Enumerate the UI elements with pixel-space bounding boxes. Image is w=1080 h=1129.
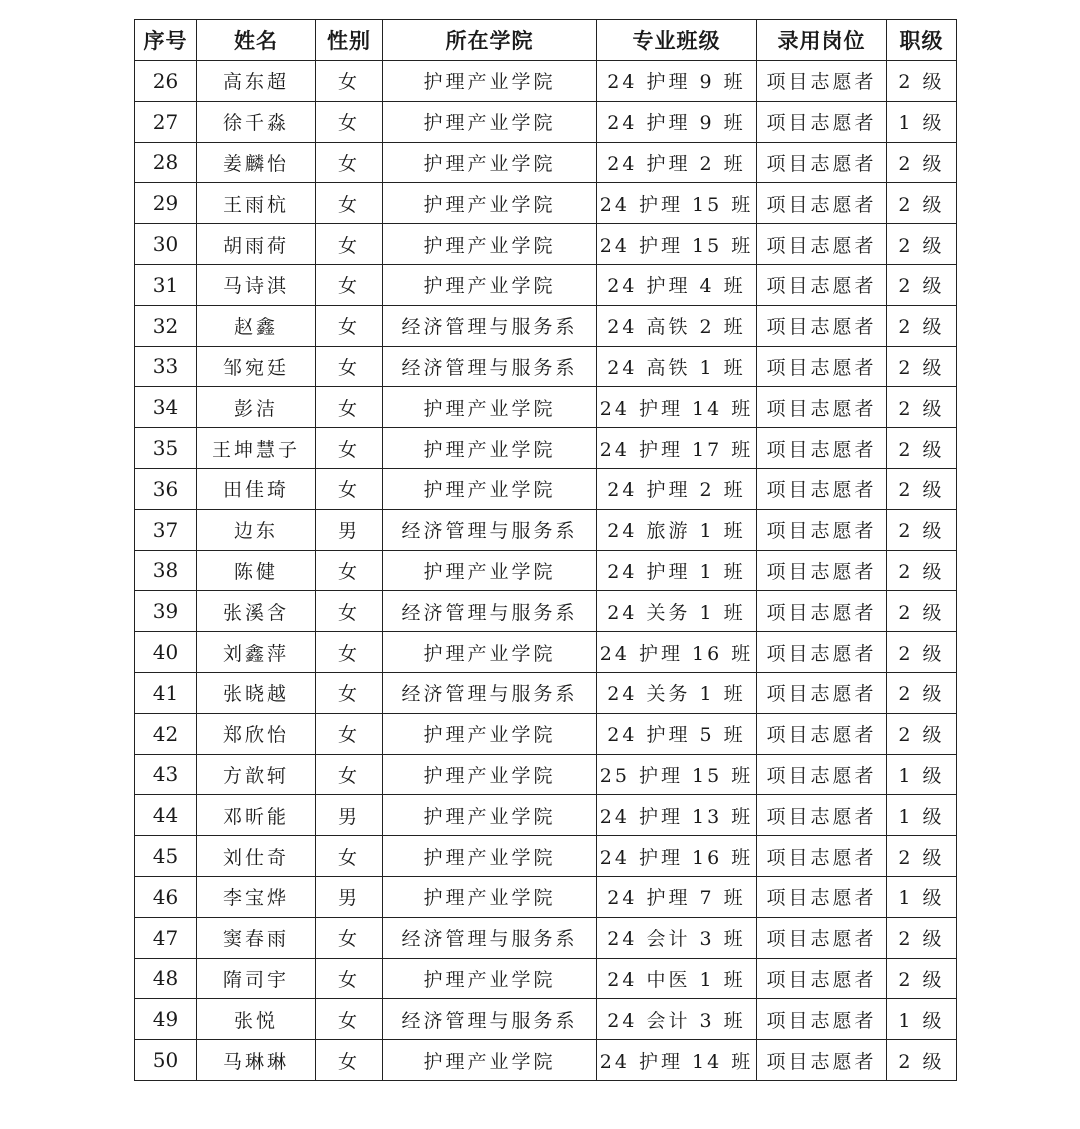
table-row (135, 958, 957, 999)
cell-major-class: 24 护理 2 班 (597, 468, 757, 509)
cell-major-class: 24 旅游 1 班 (597, 509, 757, 550)
cell-gender: 女 (316, 591, 383, 632)
cell-position: 项目志愿者 (757, 224, 887, 265)
cell-college: 护理产业学院 (383, 876, 597, 917)
cell-major-class: 24 护理 14 班 (597, 387, 757, 428)
cell-serial-number: 47 (135, 917, 197, 958)
cell-position: 项目志愿者 (757, 468, 887, 509)
cell-gender: 女 (316, 713, 383, 754)
cell-position: 项目志愿者 (757, 795, 887, 836)
cell-position: 项目志愿者 (757, 713, 887, 754)
cell-name: 王坤慧子 (197, 428, 316, 469)
cell-major-class: 24 护理 16 班 (597, 836, 757, 877)
table-row (135, 428, 957, 469)
table-header-row (135, 20, 957, 61)
cell-name: 高东超 (197, 61, 316, 102)
cell-name: 徐千淼 (197, 101, 316, 142)
cell-name: 胡雨荷 (197, 224, 316, 265)
header-position: 录用岗位 (757, 20, 887, 61)
cell-name: 邹宛廷 (197, 346, 316, 387)
cell-gender: 女 (316, 468, 383, 509)
cell-serial-number: 46 (135, 876, 197, 917)
cell-major-class: 24 关务 1 班 (597, 672, 757, 713)
cell-level: 2 级 (887, 632, 957, 673)
table-body (135, 61, 957, 1081)
table-row (135, 61, 957, 102)
cell-name: 张溪含 (197, 591, 316, 632)
cell-level: 1 级 (887, 795, 957, 836)
cell-major-class: 24 护理 14 班 (597, 1040, 757, 1081)
header-college: 所在学院 (383, 20, 597, 61)
cell-gender: 男 (316, 795, 383, 836)
cell-position: 项目志愿者 (757, 917, 887, 958)
cell-college: 经济管理与服务系 (383, 591, 597, 632)
cell-gender: 女 (316, 142, 383, 183)
table-row (135, 509, 957, 550)
cell-position: 项目志愿者 (757, 876, 887, 917)
cell-position: 项目志愿者 (757, 101, 887, 142)
cell-college: 护理产业学院 (383, 264, 597, 305)
cell-gender: 女 (316, 632, 383, 673)
cell-gender: 女 (316, 1040, 383, 1081)
cell-level: 2 级 (887, 264, 957, 305)
cell-major-class: 24 护理 2 班 (597, 142, 757, 183)
cell-position: 项目志愿者 (757, 999, 887, 1040)
header-serial-number: 序号 (135, 20, 197, 61)
cell-gender: 女 (316, 264, 383, 305)
cell-position: 项目志愿者 (757, 305, 887, 346)
cell-gender: 女 (316, 999, 383, 1040)
cell-serial-number: 30 (135, 224, 197, 265)
cell-serial-number: 49 (135, 999, 197, 1040)
cell-name: 窦春雨 (197, 917, 316, 958)
cell-serial-number: 43 (135, 754, 197, 795)
cell-college: 经济管理与服务系 (383, 305, 597, 346)
cell-college: 经济管理与服务系 (383, 917, 597, 958)
table-row (135, 713, 957, 754)
cell-position: 项目志愿者 (757, 836, 887, 877)
cell-major-class: 24 护理 1 班 (597, 550, 757, 591)
cell-name: 田佳琦 (197, 468, 316, 509)
cell-position: 项目志愿者 (757, 754, 887, 795)
cell-gender: 女 (316, 61, 383, 102)
cell-gender: 女 (316, 387, 383, 428)
cell-college: 护理产业学院 (383, 795, 597, 836)
cell-serial-number: 26 (135, 61, 197, 102)
cell-position: 项目志愿者 (757, 591, 887, 632)
cell-level: 2 级 (887, 917, 957, 958)
cell-college: 护理产业学院 (383, 713, 597, 754)
table-row (135, 836, 957, 877)
cell-serial-number: 44 (135, 795, 197, 836)
cell-gender: 女 (316, 101, 383, 142)
table-row (135, 754, 957, 795)
cell-name: 邓昕能 (197, 795, 316, 836)
cell-position: 项目志愿者 (757, 672, 887, 713)
cell-position: 项目志愿者 (757, 550, 887, 591)
cell-college: 护理产业学院 (383, 387, 597, 428)
cell-serial-number: 45 (135, 836, 197, 877)
cell-name: 方歆轲 (197, 754, 316, 795)
cell-major-class: 24 关务 1 班 (597, 591, 757, 632)
table-row (135, 632, 957, 673)
cell-name: 陈健 (197, 550, 316, 591)
cell-college: 护理产业学院 (383, 958, 597, 999)
header-level: 职级 (887, 20, 957, 61)
cell-level: 2 级 (887, 591, 957, 632)
cell-college: 经济管理与服务系 (383, 999, 597, 1040)
table-row (135, 305, 957, 346)
cell-level: 2 级 (887, 713, 957, 754)
cell-serial-number: 28 (135, 142, 197, 183)
cell-name: 马琳琳 (197, 1040, 316, 1081)
table-row (135, 264, 957, 305)
cell-serial-number: 34 (135, 387, 197, 428)
cell-major-class: 24 会计 3 班 (597, 999, 757, 1040)
cell-college: 护理产业学院 (383, 183, 597, 224)
cell-college: 护理产业学院 (383, 754, 597, 795)
cell-level: 2 级 (887, 468, 957, 509)
cell-serial-number: 38 (135, 550, 197, 591)
cell-position: 项目志愿者 (757, 632, 887, 673)
cell-level: 2 级 (887, 305, 957, 346)
table-row (135, 142, 957, 183)
cell-serial-number: 41 (135, 672, 197, 713)
cell-major-class: 24 护理 16 班 (597, 632, 757, 673)
table-row (135, 795, 957, 836)
cell-gender: 男 (316, 509, 383, 550)
cell-level: 2 级 (887, 142, 957, 183)
table-row (135, 591, 957, 632)
cell-position: 项目志愿者 (757, 387, 887, 428)
cell-serial-number: 37 (135, 509, 197, 550)
cell-college: 经济管理与服务系 (383, 346, 597, 387)
cell-level: 2 级 (887, 1040, 957, 1081)
cell-name: 王雨杭 (197, 183, 316, 224)
cell-gender: 男 (316, 876, 383, 917)
cell-major-class: 24 护理 7 班 (597, 876, 757, 917)
cell-gender: 女 (316, 754, 383, 795)
cell-college: 护理产业学院 (383, 142, 597, 183)
cell-level: 2 级 (887, 183, 957, 224)
cell-level: 2 级 (887, 387, 957, 428)
cell-major-class: 24 护理 15 班 (597, 183, 757, 224)
cell-major-class: 25 护理 15 班 (597, 754, 757, 795)
cell-college: 护理产业学院 (383, 224, 597, 265)
cell-level: 2 级 (887, 224, 957, 265)
cell-position: 项目志愿者 (757, 264, 887, 305)
cell-major-class: 24 护理 9 班 (597, 101, 757, 142)
cell-level: 2 级 (887, 550, 957, 591)
cell-major-class: 24 护理 9 班 (597, 61, 757, 102)
cell-major-class: 24 护理 4 班 (597, 264, 757, 305)
table-row (135, 224, 957, 265)
cell-serial-number: 31 (135, 264, 197, 305)
cell-gender: 女 (316, 183, 383, 224)
cell-position: 项目志愿者 (757, 61, 887, 102)
cell-college: 护理产业学院 (383, 550, 597, 591)
cell-name: 张悦 (197, 999, 316, 1040)
cell-serial-number: 42 (135, 713, 197, 754)
table-row (135, 672, 957, 713)
cell-level: 1 级 (887, 754, 957, 795)
cell-name: 刘仕奇 (197, 836, 316, 877)
cell-level: 2 级 (887, 672, 957, 713)
cell-serial-number: 48 (135, 958, 197, 999)
table-row (135, 346, 957, 387)
cell-gender: 女 (316, 550, 383, 591)
cell-major-class: 24 护理 5 班 (597, 713, 757, 754)
cell-serial-number: 29 (135, 183, 197, 224)
cell-college: 经济管理与服务系 (383, 509, 597, 550)
cell-position: 项目志愿者 (757, 958, 887, 999)
cell-name: 李宝烨 (197, 876, 316, 917)
cell-position: 项目志愿者 (757, 428, 887, 469)
cell-level: 2 级 (887, 509, 957, 550)
cell-position: 项目志愿者 (757, 509, 887, 550)
header-major-class: 专业班级 (597, 20, 757, 61)
table-row (135, 101, 957, 142)
cell-position: 项目志愿者 (757, 183, 887, 224)
cell-serial-number: 33 (135, 346, 197, 387)
table-row (135, 468, 957, 509)
cell-serial-number: 40 (135, 632, 197, 673)
header-name: 姓名 (197, 20, 316, 61)
cell-level: 2 级 (887, 428, 957, 469)
cell-major-class: 24 高铁 2 班 (597, 305, 757, 346)
cell-gender: 女 (316, 836, 383, 877)
cell-level: 2 级 (887, 836, 957, 877)
cell-name: 刘鑫萍 (197, 632, 316, 673)
cell-serial-number: 39 (135, 591, 197, 632)
cell-gender: 女 (316, 305, 383, 346)
cell-major-class: 24 护理 13 班 (597, 795, 757, 836)
cell-level: 2 级 (887, 346, 957, 387)
cell-gender: 女 (316, 958, 383, 999)
cell-major-class: 24 高铁 1 班 (597, 346, 757, 387)
cell-college: 护理产业学院 (383, 468, 597, 509)
cell-level: 1 级 (887, 101, 957, 142)
cell-level: 2 级 (887, 958, 957, 999)
cell-name: 郑欣怡 (197, 713, 316, 754)
cell-level: 1 级 (887, 876, 957, 917)
volunteer-roster-table (134, 19, 957, 1081)
cell-serial-number: 35 (135, 428, 197, 469)
table-row (135, 183, 957, 224)
cell-name: 姜麟怡 (197, 142, 316, 183)
cell-gender: 女 (316, 346, 383, 387)
cell-position: 项目志愿者 (757, 346, 887, 387)
cell-name: 马诗淇 (197, 264, 316, 305)
cell-college: 护理产业学院 (383, 428, 597, 469)
cell-major-class: 24 护理 15 班 (597, 224, 757, 265)
cell-college: 护理产业学院 (383, 61, 597, 102)
cell-level: 2 级 (887, 61, 957, 102)
header-gender: 性别 (316, 20, 383, 61)
cell-serial-number: 32 (135, 305, 197, 346)
cell-college: 护理产业学院 (383, 101, 597, 142)
table-row (135, 1040, 957, 1081)
cell-college: 护理产业学院 (383, 632, 597, 673)
table-row (135, 917, 957, 958)
cell-college: 护理产业学院 (383, 1040, 597, 1081)
cell-major-class: 24 护理 17 班 (597, 428, 757, 469)
cell-gender: 女 (316, 672, 383, 713)
cell-gender: 女 (316, 428, 383, 469)
table-row (135, 876, 957, 917)
cell-position: 项目志愿者 (757, 142, 887, 183)
table-row (135, 999, 957, 1040)
cell-position: 项目志愿者 (757, 1040, 887, 1081)
cell-serial-number: 36 (135, 468, 197, 509)
cell-major-class: 24 中医 1 班 (597, 958, 757, 999)
cell-serial-number: 50 (135, 1040, 197, 1081)
cell-name: 赵鑫 (197, 305, 316, 346)
cell-major-class: 24 会计 3 班 (597, 917, 757, 958)
table-row (135, 550, 957, 591)
cell-college: 护理产业学院 (383, 836, 597, 877)
cell-college: 经济管理与服务系 (383, 672, 597, 713)
cell-serial-number: 27 (135, 101, 197, 142)
cell-gender: 女 (316, 224, 383, 265)
cell-name: 隋司宇 (197, 958, 316, 999)
cell-name: 边东 (197, 509, 316, 550)
cell-gender: 女 (316, 917, 383, 958)
cell-name: 彭洁 (197, 387, 316, 428)
cell-level: 1 级 (887, 999, 957, 1040)
cell-name: 张晓越 (197, 672, 316, 713)
table-row (135, 387, 957, 428)
